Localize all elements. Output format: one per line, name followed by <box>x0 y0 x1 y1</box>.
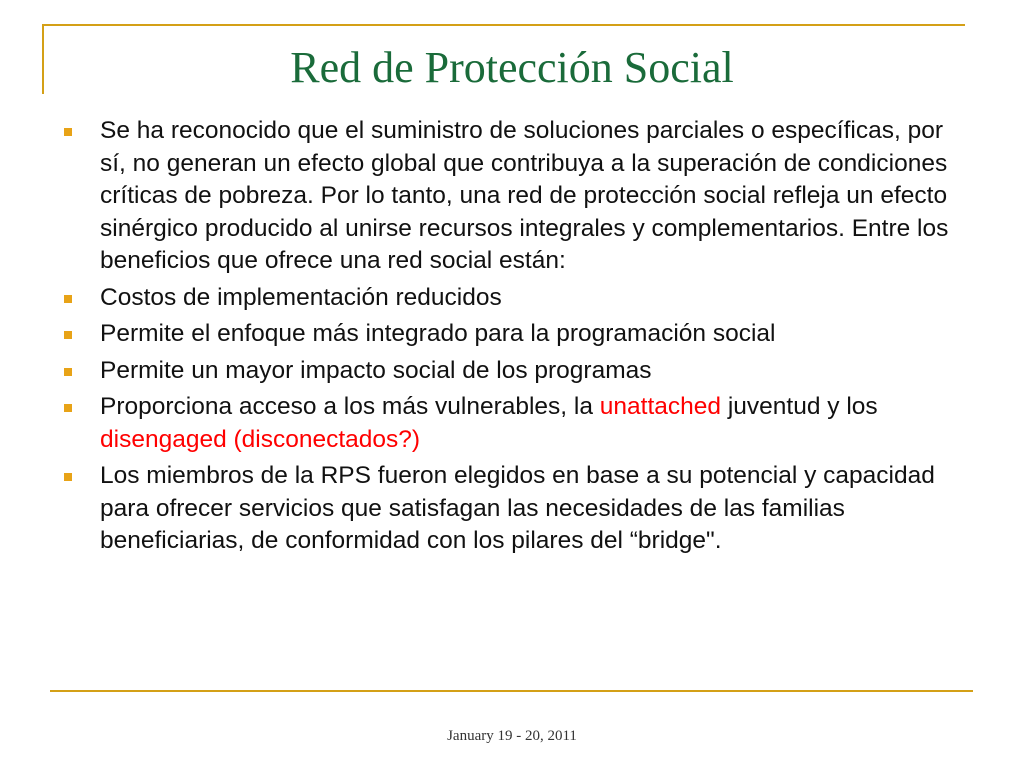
bullet-item <box>62 282 972 315</box>
bullet-text: Permite un mayor impacto social de los programas <box>100 356 652 384</box>
square-bullet-icon <box>64 368 72 376</box>
bullet-item <box>62 318 972 351</box>
bullet-text: Se ha reconocido que el suministro de soluciones parciales o específicas, por sí, no generan un efecto global que contribuya a la superación de condiciones críticas de pobreza. Por lo tanto, una red de protección social refleja un efecto sinérgico producido al unirse recursos integrales y complementarios. Entre los beneficios que ofrece una red social están: <box>100 117 949 274</box>
top-frame-line <box>42 24 965 26</box>
footer-date: January 19 - 20, 2011 <box>447 728 577 744</box>
highlighted-term: disengaged (disconectados?) <box>100 425 421 453</box>
bullet-item <box>62 391 972 456</box>
square-bullet-icon <box>64 473 72 481</box>
square-bullet-icon <box>64 404 72 412</box>
square-bullet-icon <box>64 128 72 136</box>
bullet-text: Los miembros de la RPS fueron elegidos en base a su potencial y capacidad para ofrecer servicios que satisfagan las necesidades de las familias beneficiarias, de conformidad con los pilares del “bridge". <box>100 462 935 554</box>
bullet-text-part: juventud y los <box>721 393 878 420</box>
bullet-item <box>62 355 972 388</box>
slide-title: Red de Protección Social <box>290 43 734 92</box>
highlighted-term: unattached <box>599 393 722 420</box>
square-bullet-icon <box>64 295 72 303</box>
bullet-text: Costos de implementación reducidos <box>100 283 502 311</box>
bullet-text: Permite el enfoque más integrado para la programación social <box>100 320 776 347</box>
bottom-frame-line <box>50 690 973 692</box>
bullet-item <box>62 115 972 278</box>
bullet-text-part: Proporciona acceso a los más vulnerables, la <box>100 393 600 420</box>
bullet-list <box>62 115 972 562</box>
square-bullet-icon <box>64 331 72 339</box>
bullet-item <box>62 460 972 558</box>
